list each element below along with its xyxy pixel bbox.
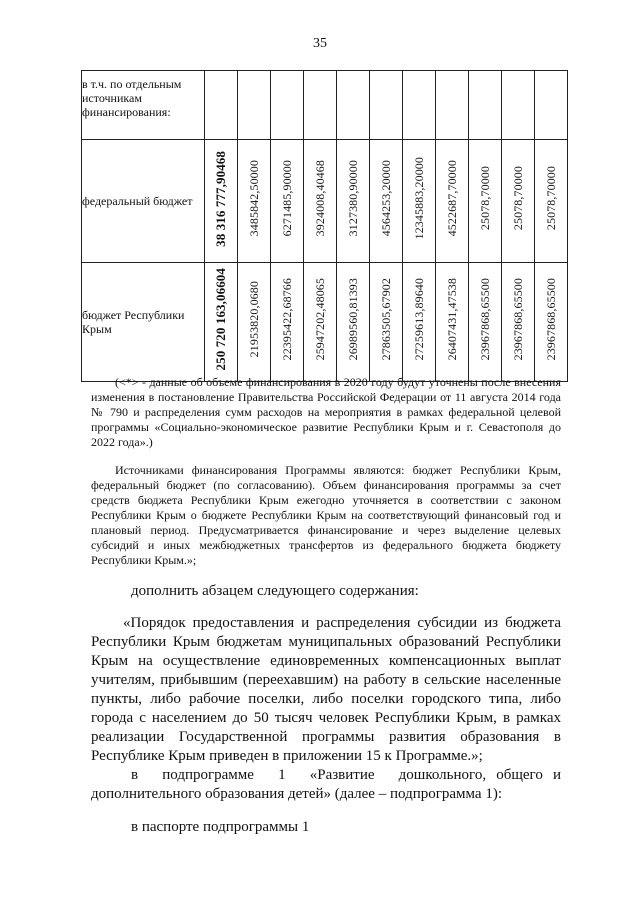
paragraph-subprogram [91,766,561,804]
cell-value: 21953820,0680 [238,263,271,382]
cell-value: 25078,70000 [469,140,502,263]
cell-value: 27863505,67902 [370,263,403,382]
cell-value: 4522687,70000 [436,140,469,263]
header-label: в т.ч. по отдельным источникам финансирования: [82,71,205,140]
cell-value: 12345883,20000 [403,140,436,263]
paragraph-order: «Порядок предоставления и распределения субсидии из бюджета Республики Крым бюджетам муниципальных образований Республики Крым на осуществление единовременных компенсационных выплат учителям, прибывшим (переехавшим) на работу в сельские населенные пункты, либо рабочие поселки, либо поселки городского типа, либо города с населением до 50 тысяч человек Республики Крым, в рамках реализации Государственной программы развития образования в Республике Крым приведен в приложении 15 к Программе.»; [91,615,561,764]
paragraph-sources: Источниками финансирования Программы являются: бюджет Республики Крым, федеральный бюджет (по согласованию). Объем финансирования программы за счет средств бюджета Республики Крым ежегодно уточняется в соответствии с законом Республики Крым о бюджете Республики Крым на соответствующий финансовый год и плановый период. Предусматривается финансирование и через выделение целевых субсидий и иных межбюджетных трансфертов из федерального бюджета бюджету Республики Крым.»; [91,463,561,567]
cell-total: 250 720 163,06604 [205,263,238,382]
page-number: 35 [313,36,327,51]
financing-table [81,70,568,382]
table-row-federal [82,140,568,263]
cell-value: 23967868,65500 [469,263,502,382]
financing-footnote: (<*> - данные об объеме финансирования в 2020 году будут уточнены после внесения изменения в постановление Правительства Российской Федерации от 11 августа 2014 года № 790 и распределения сумм расходов на мероприятия в рамках федеральной целевой программы «Социально-экономическое развитие Республики Крым и г. Севастополя до 2022 года».) [91,375,561,449]
paragraph-add-clause: дополнить абзацем следующего содержания: [131,583,419,599]
cell-value: 23967868,65500 [502,263,535,382]
cell-value: 26407431,47538 [436,263,469,382]
cell-value: 3127380,90000 [337,140,370,263]
cell-value: 25078,70000 [535,140,568,263]
cell-value: 23967868,65500 [535,263,568,382]
cell-value: 22395422,68766 [271,263,304,382]
cell-value: 26989560,81393 [337,263,370,382]
cell-value: 25947202,48065 [304,263,337,382]
row-label-federal: федеральный бюджет [82,140,205,263]
row-label-crimea: бюджет Республики Крым [82,263,205,382]
table-row-header [82,71,568,140]
subprogram-rest: дошкольного, общего и дополнительного образования детей» (далее – подпрограмма 1): [91,767,562,802]
paragraph-passport: в паспорте подпрограммы 1 [131,819,310,835]
cell-value: 6271485,90000 [271,140,304,263]
cell-total: 38 316 777,90468 [205,140,238,263]
subprogram-lead: в подпрограмме 1 «Развитие [131,767,375,783]
cell-value: 25078,70000 [502,140,535,263]
cell-value: 3924008,40468 [304,140,337,263]
table-row-crimea [82,263,568,382]
cell-value: 27259613,89640 [403,263,436,382]
cell-value: 3485842,50000 [238,140,271,263]
cell-value: 4564253,20000 [370,140,403,263]
